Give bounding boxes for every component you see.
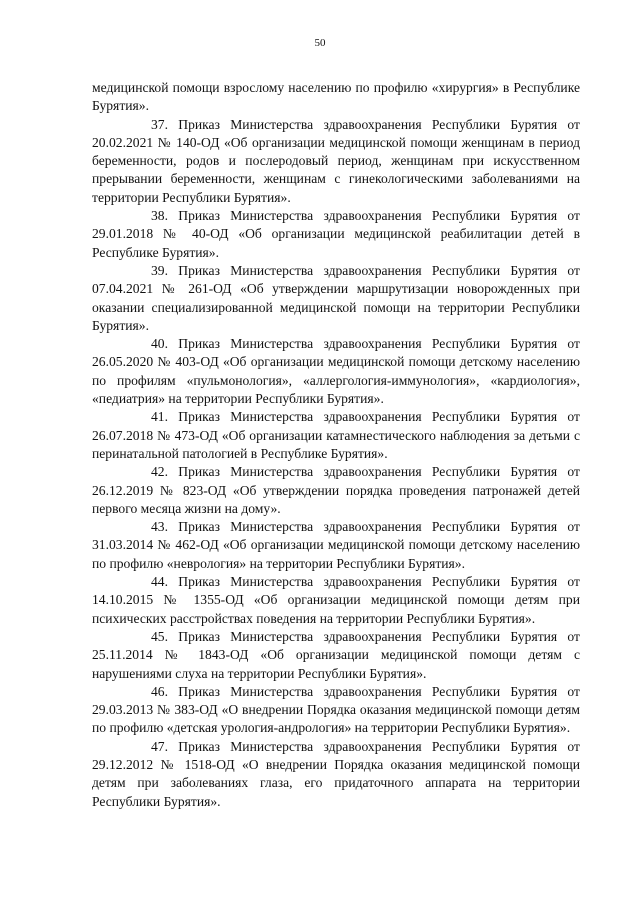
paragraph-item-47: 47. Приказ Министерства здравоохранения Республики Бурятия от 29.12.2012 № 1518-ОД «О внедрении Порядка оказания медицинской помощи детям при заболеваниях глаза, его придаточного аппарата на территории Республики Бурятия».: [92, 738, 580, 809]
paragraph-item-40: 40. Приказ Министерства здравоохранения Республики Бурятия от 26.05.2020 № 403-ОД «Об организации медицинской помощи детскому населению по профилям «пульмонология», «аллергология-иммунология», «кардиология», «педиатрия» на территории Республики Бурятия».: [92, 336, 580, 407]
paragraph-continuation: медицинской помощи взрослому населению по профилю «хирургия» в Республике Бурятия».: [92, 80, 580, 114]
page-number: 50: [314, 37, 326, 49]
document-body: [92, 79, 580, 811]
paragraph-item-46: 46. Приказ Министерства здравоохранения Республики Бурятия от 29.03.2013 № 383-ОД «О внедрении Порядка оказания медицинской помощи детям по профилю «детская урология-андрология» на территории Республики Бурятия».: [92, 683, 580, 736]
paragraph-item-45: 45. Приказ Министерства здравоохранения Республики Бурятия от 25.11.2014 № 1843-ОД «Об организации медицинской помощи детям с нарушениями слуха на территории Республики Бурятия».: [92, 628, 580, 681]
paragraph-item-42: 42. Приказ Министерства здравоохранения Республики Бурятия от 26.12.2019 № 823-ОД «Об утверждении порядка проведения патронажей детей первого месяца жизни на дому».: [92, 464, 580, 516]
paragraph-item-38: 38. Приказ Министерства здравоохранения Республики Бурятия от 29.01.2018 № 40-ОД «Об организации медицинской реабилитации детей в Республике Бурятия».: [92, 208, 580, 260]
paragraph-item-41: 41. Приказ Министерства здравоохранения Республики Бурятия от 26.07.2018 № 473-ОД «Об организации катамнестического наблюдения за детьми с перинатальной патологией в Республике Бурятия».: [92, 409, 580, 461]
paragraph-item-37: 37. Приказ Министерства здравоохранения Республики Бурятия от 20.02.2021 № 140-ОД «Об организации медицинской помощи женщинам в период беременности, родов и послеродовый период, женщинам при искусственном прерывании беременности, женщинам с гинекологическими заболеваниями на территории Республики Бурятия».: [92, 116, 580, 205]
paragraph-item-43: 43. Приказ Министерства здравоохранения Республики Бурятия от 31.03.2014 № 462-ОД «Об организации медицинской помощи детскому населению по профилю «неврология» на территории Республики Бурятия».: [92, 519, 580, 571]
paragraph-item-44: 44. Приказ Министерства здравоохранения Республики Бурятия от 14.10.2015 № 1355-ОД «Об организации медицинской помощи детям при психических расстройствах поведения на территории Республики Бурятия».: [92, 574, 580, 626]
paragraph-item-39: 39. Приказ Министерства здравоохранения Республики Бурятия от 07.04.2021 № 261-ОД «Об утверждении маршрутизации новорожденных при оказании специализированной медицинской помощи на территории Республики Бурятия».: [92, 262, 580, 333]
